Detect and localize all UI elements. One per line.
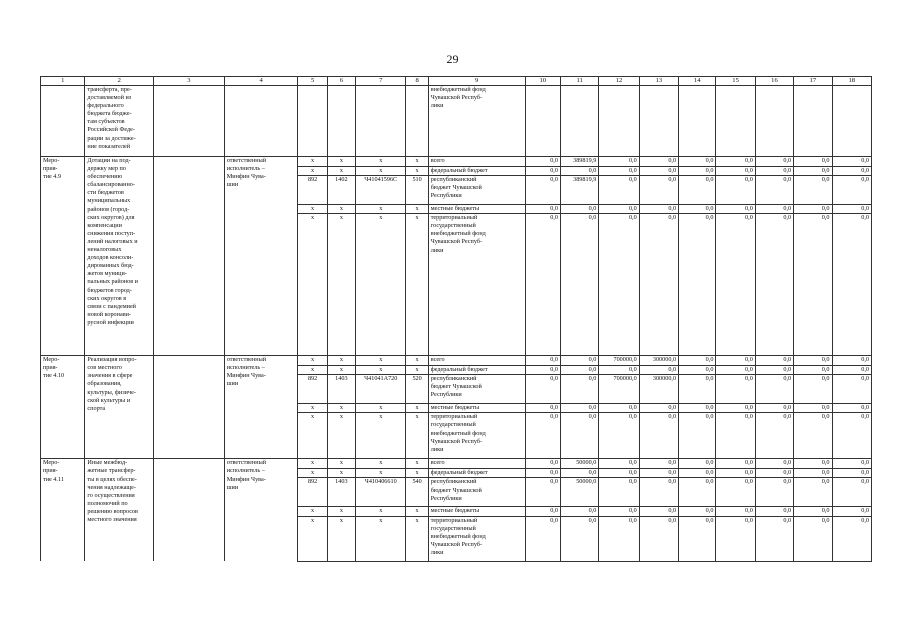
funding-source: всего	[428, 459, 525, 469]
amount-cell: 0,0	[679, 478, 716, 507]
amount-cell: 0,0	[525, 214, 560, 356]
expense-type-code: x	[406, 459, 428, 469]
target-article-code: x	[356, 469, 406, 478]
amount-cell: 0,0	[639, 478, 678, 507]
amount-cell: 389819,9	[560, 157, 598, 167]
amount-cell: 0,0	[832, 157, 872, 167]
expense-type-code: x	[406, 469, 428, 478]
activity-label: Меро- прия- тие 4.10	[41, 356, 85, 459]
section-code: x	[327, 205, 355, 214]
amount-cell: 0,0	[755, 167, 793, 176]
executor: ответственный исполнитель – Минфин Чува- шии	[224, 459, 298, 561]
amount-cell: 0,0	[525, 167, 560, 176]
section-code: x	[327, 413, 355, 459]
target-article-code: x	[356, 516, 406, 561]
amount-cell: 0,0	[832, 356, 872, 366]
amount-cell: 0,0	[716, 167, 755, 176]
amount-cell: 0,0	[639, 214, 678, 356]
empty-cell	[832, 86, 872, 157]
empty-cell	[794, 86, 832, 157]
amount-cell: 0,0	[560, 167, 598, 176]
amount-cell: 0,0	[525, 516, 560, 561]
funding-source: республиканский бюджет Чувашской Республики	[428, 176, 525, 205]
amount-cell: 0,0	[794, 459, 832, 469]
amount-cell: 0,0	[599, 478, 639, 507]
column-number: 13	[639, 77, 678, 86]
amount-cell: 0,0	[599, 366, 639, 375]
grbs-code: x	[298, 157, 327, 167]
amount-cell: 0,0	[794, 478, 832, 507]
amount-cell: 700000,0	[599, 375, 639, 404]
amount-cell: 0,0	[755, 176, 793, 205]
amount-cell: 0,0	[525, 413, 560, 459]
column-number: 15	[716, 77, 755, 86]
amount-cell: 0,0	[716, 404, 755, 413]
amount-cell: 0,0	[560, 469, 598, 478]
section-code: x	[327, 366, 355, 375]
amount-cell: 0,0	[639, 205, 678, 214]
grbs-code: x	[298, 167, 327, 176]
column-number: 1	[41, 77, 85, 86]
amount-cell: 0,0	[639, 459, 678, 469]
empty-cell	[154, 157, 225, 356]
amount-cell: 0,0	[679, 375, 716, 404]
grbs-code: x	[298, 205, 327, 214]
amount-cell: 0,0	[794, 469, 832, 478]
continuation-row	[41, 86, 872, 157]
grbs-code: x	[298, 356, 327, 366]
amount-cell: 0,0	[832, 167, 872, 176]
amount-cell: 0,0	[794, 205, 832, 214]
amount-cell: 0,0	[560, 375, 598, 404]
amount-cell: 0,0	[716, 459, 755, 469]
column-number: 12	[599, 77, 639, 86]
funding-source: местные бюджеты	[428, 507, 525, 516]
target-article-code: x	[356, 167, 406, 176]
empty-cell	[356, 86, 406, 157]
target-article-code: x	[356, 157, 406, 167]
amount-cell: 0,0	[832, 459, 872, 469]
expense-type-code: x	[406, 413, 428, 459]
expense-type-code: x	[406, 507, 428, 516]
funding-source: местные бюджеты	[428, 404, 525, 413]
empty-cell	[599, 86, 639, 157]
amount-cell: 0,0	[794, 516, 832, 561]
grbs-code: x	[298, 469, 327, 478]
amount-cell: 0,0	[794, 214, 832, 356]
table-row	[41, 356, 872, 366]
amount-cell: 0,0	[525, 356, 560, 366]
amount-cell: 0,0	[755, 507, 793, 516]
section-code: x	[327, 469, 355, 478]
amount-cell: 0,0	[599, 404, 639, 413]
amount-cell: 0,0	[639, 176, 678, 205]
amount-cell: 0,0	[716, 176, 755, 205]
empty-cell	[639, 86, 678, 157]
section-code: x	[327, 214, 355, 356]
amount-cell: 0,0	[599, 459, 639, 469]
amount-cell: 0,0	[832, 507, 872, 516]
amount-cell: 0,0	[639, 157, 678, 167]
funding-source: всего	[428, 157, 525, 167]
amount-cell: 0,0	[679, 205, 716, 214]
expense-type-code: x	[406, 167, 428, 176]
amount-cell: 0,0	[716, 478, 755, 507]
amount-cell: 0,0	[832, 469, 872, 478]
amount-cell: 0,0	[716, 157, 755, 167]
amount-cell: 700000,0	[599, 356, 639, 366]
amount-cell: 0,0	[639, 413, 678, 459]
amount-cell: 0,0	[639, 404, 678, 413]
expense-type-code: x	[406, 516, 428, 561]
amount-cell: 0,0	[599, 469, 639, 478]
target-article-code: x	[356, 413, 406, 459]
amount-cell: 0,0	[832, 176, 872, 205]
column-number: 16	[755, 77, 793, 86]
amount-cell: 0,0	[755, 375, 793, 404]
amount-cell: 0,0	[679, 404, 716, 413]
activity-description: Реализация вопро- сов местного значения в сфере образования, культуры, физиче- ской культуры и спорта	[85, 356, 154, 459]
amount-cell: 0,0	[832, 214, 872, 356]
grbs-code: x	[298, 214, 327, 356]
amount-cell: 0,0	[560, 214, 598, 356]
target-article-code: x	[356, 205, 406, 214]
empty-cell	[525, 86, 560, 157]
amount-cell: 0,0	[755, 459, 793, 469]
amount-cell: 0,0	[716, 214, 755, 356]
empty-cell	[298, 86, 327, 157]
amount-cell: 0,0	[794, 176, 832, 205]
amount-cell: 0,0	[679, 214, 716, 356]
amount-cell: 0,0	[599, 176, 639, 205]
amount-cell: 0,0	[832, 366, 872, 375]
amount-cell: 0,0	[679, 176, 716, 205]
target-article-code: x	[356, 404, 406, 413]
table-row	[41, 459, 872, 469]
expense-type-code: x	[406, 404, 428, 413]
amount-cell: 0,0	[525, 478, 560, 507]
empty-cell	[716, 86, 755, 157]
amount-cell: 0,0	[832, 413, 872, 459]
section-code: x	[327, 404, 355, 413]
funding-source: федеральный бюджет	[428, 366, 525, 375]
amount-cell: 0,0	[639, 516, 678, 561]
amount-cell: 0,0	[560, 356, 598, 366]
amount-cell: 0,0	[599, 516, 639, 561]
amount-cell: 0,0	[755, 469, 793, 478]
amount-cell: 389819,9	[560, 176, 598, 205]
column-number: 3	[154, 77, 225, 86]
amount-cell: 0,0	[832, 404, 872, 413]
amount-cell: 0,0	[525, 205, 560, 214]
target-article-code: x	[356, 356, 406, 366]
executor: ответственный исполнитель – Минфин Чува- шии	[224, 157, 298, 356]
table-row	[41, 157, 872, 167]
section-code: 1403	[327, 375, 355, 404]
empty-cell	[154, 459, 225, 561]
amount-cell: 0,0	[599, 214, 639, 356]
section-code: 1402	[327, 176, 355, 205]
executor: ответственный исполнитель – Минфин Чува- шии	[224, 356, 298, 459]
amount-cell: 0,0	[794, 366, 832, 375]
grbs-code: x	[298, 516, 327, 561]
section-code: 1403	[327, 478, 355, 507]
amount-cell: 0,0	[525, 366, 560, 375]
empty-cell	[224, 86, 298, 157]
column-number: 17	[794, 77, 832, 86]
amount-cell: 0,0	[679, 157, 716, 167]
amount-cell: 0,0	[716, 356, 755, 366]
amount-cell: 0,0	[679, 356, 716, 366]
amount-cell: 300000,0	[639, 356, 678, 366]
section-code: x	[327, 356, 355, 366]
funding-source: местные бюджеты	[428, 205, 525, 214]
activity-label: Меро- прия- тие 4.11	[41, 459, 85, 561]
expense-type-code: x	[406, 157, 428, 167]
grbs-code: 892	[298, 478, 327, 507]
amount-cell: 0,0	[794, 404, 832, 413]
section-code: x	[327, 459, 355, 469]
amount-cell: 0,0	[599, 413, 639, 459]
amount-cell: 50000,0	[560, 459, 598, 469]
funding-source: территориальный государственный внебюджетный фонд Чувашской Респуб- лики	[428, 413, 525, 459]
activity-description: Дотации на под- держку мер по обеспечению сбалансированно- сти бюджетов муниципальных районов (город- ских округов) для компенсации снижения поступ- лений налоговых и неналоговых доходов консоли- дированных бюд- жетов муници- пальных районов и бюджетов город- ских округов в связи с пандемией новой коронави- русной инфекции	[85, 157, 154, 356]
column-number: 14	[679, 77, 716, 86]
amount-cell: 50000,0	[560, 478, 598, 507]
amount-cell: 0,0	[832, 478, 872, 507]
empty-cell	[154, 356, 225, 459]
column-number-row	[41, 77, 872, 86]
amount-cell: 0,0	[525, 459, 560, 469]
column-number: 7	[356, 77, 406, 86]
column-number: 4	[224, 77, 298, 86]
amount-cell: 0,0	[755, 214, 793, 356]
amount-cell: 0,0	[755, 413, 793, 459]
funding-source: республиканский бюджет Чувашской Республики	[428, 375, 525, 404]
grbs-code: 892	[298, 176, 327, 205]
empty-cell	[755, 86, 793, 157]
activity-description: Иные межбюд- жетные трансфер- ты в целях обеспе- чения надлежаще- го осуществления полномочий по решению вопросов местного значения	[85, 459, 154, 561]
amount-cell: 0,0	[560, 507, 598, 516]
target-article-code: x	[356, 214, 406, 356]
amount-cell: 0,0	[794, 356, 832, 366]
section-code: x	[327, 516, 355, 561]
amount-cell: 0,0	[599, 157, 639, 167]
expense-type-code: x	[406, 205, 428, 214]
empty-cell	[406, 86, 428, 157]
amount-cell: 0,0	[716, 507, 755, 516]
amount-cell: 0,0	[525, 157, 560, 167]
grbs-code: x	[298, 459, 327, 469]
amount-cell: 0,0	[525, 375, 560, 404]
amount-cell: 0,0	[755, 157, 793, 167]
amount-cell: 0,0	[755, 356, 793, 366]
amount-cell: 0,0	[639, 167, 678, 176]
target-article-code: Ч410406610	[356, 478, 406, 507]
amount-cell: 0,0	[599, 507, 639, 516]
amount-cell: 0,0	[639, 507, 678, 516]
amount-cell: 0,0	[716, 516, 755, 561]
budget-table	[40, 76, 872, 562]
column-number: 5	[298, 77, 327, 86]
expense-type-code: x	[406, 366, 428, 375]
funding-source: территориальный государственный внебюджетный фонд Чувашской Респуб- лики	[428, 516, 525, 561]
page-number: 29	[446, 52, 459, 66]
amount-cell: 0,0	[525, 404, 560, 413]
amount-cell: 0,0	[794, 157, 832, 167]
amount-cell: 0,0	[716, 205, 755, 214]
column-number: 8	[406, 77, 428, 86]
amount-cell: 0,0	[525, 176, 560, 205]
expense-type-code: x	[406, 214, 428, 356]
section-code: x	[327, 167, 355, 176]
amount-cell: 0,0	[679, 366, 716, 375]
grbs-code: 892	[298, 375, 327, 404]
amount-cell: 0,0	[794, 375, 832, 404]
amount-cell: 0,0	[599, 205, 639, 214]
column-number: 18	[832, 77, 872, 86]
activity-label: Меро- прия- тие 4.9	[41, 157, 85, 356]
amount-cell: 0,0	[639, 469, 678, 478]
amount-cell: 0,0	[716, 375, 755, 404]
empty-cell	[41, 86, 85, 157]
amount-cell: 0,0	[560, 516, 598, 561]
amount-cell: 0,0	[794, 507, 832, 516]
expense-type-code: x	[406, 356, 428, 366]
amount-cell: 0,0	[560, 366, 598, 375]
target-article-code: x	[356, 459, 406, 469]
amount-cell: 0,0	[755, 516, 793, 561]
amount-cell: 0,0	[679, 459, 716, 469]
empty-cell	[679, 86, 716, 157]
column-number: 10	[525, 77, 560, 86]
section-code: x	[327, 507, 355, 516]
target-article-code: x	[356, 366, 406, 375]
amount-cell: 0,0	[560, 413, 598, 459]
expense-type-code: 540	[406, 478, 428, 507]
column-number: 2	[85, 77, 154, 86]
funding-source: федеральный бюджет	[428, 167, 525, 176]
target-article-code: x	[356, 507, 406, 516]
expense-type-code: 520	[406, 375, 428, 404]
amount-cell: 0,0	[716, 469, 755, 478]
funding-source: территориальный государственный внебюджетный фонд Чувашской Респуб- лики	[428, 214, 525, 356]
column-number: 6	[327, 77, 355, 86]
amount-cell: 0,0	[679, 469, 716, 478]
amount-cell: 0,0	[716, 413, 755, 459]
amount-cell: 0,0	[679, 167, 716, 176]
grbs-code: x	[298, 366, 327, 375]
funding-source: всего	[428, 356, 525, 366]
amount-cell: 0,0	[755, 478, 793, 507]
target-article-code: Ч41041А720	[356, 375, 406, 404]
amount-cell: 0,0	[832, 375, 872, 404]
grbs-code: x	[298, 507, 327, 516]
amount-cell: 0,0	[755, 205, 793, 214]
amount-cell: 300000,0	[639, 375, 678, 404]
amount-cell: 0,0	[755, 366, 793, 375]
amount-cell: 0,0	[794, 167, 832, 176]
amount-cell: 0,0	[679, 516, 716, 561]
amount-cell: 0,0	[560, 205, 598, 214]
grbs-code: x	[298, 404, 327, 413]
empty-cell	[560, 86, 598, 157]
expense-type-code: 510	[406, 176, 428, 205]
funding-source: федеральный бюджет	[428, 469, 525, 478]
amount-cell: 0,0	[599, 167, 639, 176]
amount-cell: 0,0	[525, 507, 560, 516]
amount-cell: 0,0	[794, 413, 832, 459]
column-number: 11	[560, 77, 598, 86]
empty-cell	[327, 86, 355, 157]
funding-source: республиканский бюджет Чувашской Республики	[428, 478, 525, 507]
amount-cell: 0,0	[639, 366, 678, 375]
section-code: x	[327, 157, 355, 167]
amount-cell: 0,0	[679, 507, 716, 516]
amount-cell: 0,0	[716, 366, 755, 375]
amount-cell: 0,0	[832, 205, 872, 214]
amount-cell: 0,0	[560, 404, 598, 413]
amount-cell: 0,0	[679, 413, 716, 459]
amount-cell: 0,0	[755, 404, 793, 413]
amount-cell: 0,0	[832, 516, 872, 561]
column-number: 9	[428, 77, 525, 86]
target-article-code: Ч41041596С	[356, 176, 406, 205]
grbs-code: x	[298, 413, 327, 459]
empty-cell	[154, 86, 225, 157]
source-continued: внебюджетный фонд Чувашской Респуб- лики	[428, 86, 525, 157]
description-continued: трансферта, пре- доставляемой из федерального бюджета бюдже- там субъектов Российской Феде- рации за достиже- ние показателей	[85, 86, 154, 157]
amount-cell: 0,0	[525, 469, 560, 478]
